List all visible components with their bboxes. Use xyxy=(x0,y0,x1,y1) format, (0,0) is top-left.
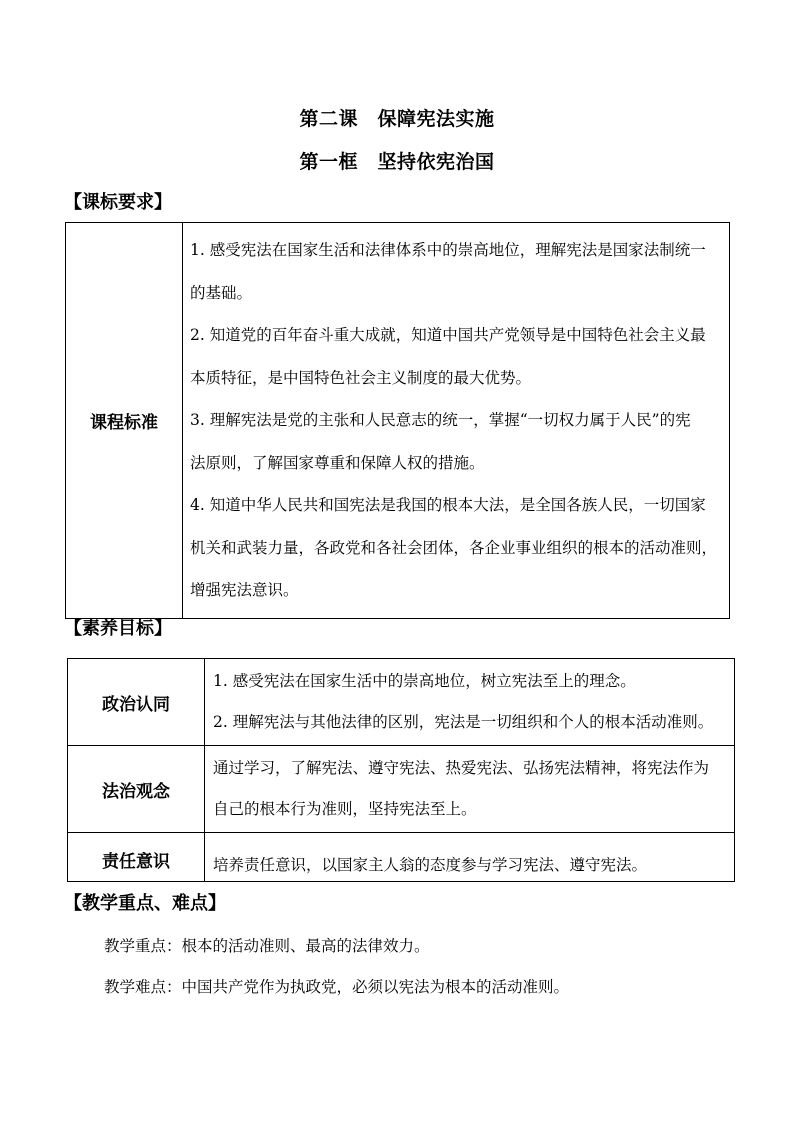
goal-line: 通过学习，了解宪法、遵守宪法、热爱宪法、弘扬宪法精神，将宪法作为 xyxy=(213,759,710,777)
curriculum-standards-content xyxy=(183,223,730,619)
goal-content xyxy=(205,659,735,746)
standard-line: 法原则，了解国家尊重和保障人权的措施。 xyxy=(190,453,485,472)
section-heading-curriculum: 【课标要求】 xyxy=(64,192,172,213)
standard-line: 3. 理解宪法是党的主张和人民意志的统一，掌握“一切权力属于人民”的宪 xyxy=(190,411,691,429)
literacy-goals-table xyxy=(67,658,735,882)
standard-line: 2. 知道党的百年奋斗重大成就，知道中国共产党领导是中国特色社会主义最 xyxy=(190,326,706,344)
standard-line: 机关和武装力量，各政党和各社会团体，各企业事业组织的根本的活动准则， xyxy=(190,538,718,557)
key-point-text: 教学重点：根本的活动准则、最高的法律效力。 xyxy=(104,937,430,955)
goal-label-political-identity: 政治认同 xyxy=(68,659,205,746)
section-heading-literacy-goals: 【素养目标】 xyxy=(64,618,172,639)
goal-content xyxy=(205,746,735,833)
frame-title: 第一框 坚持依宪治国 xyxy=(299,151,495,173)
difficult-point-text: 教学难点：中国共产党作为执政党，必须以宪法为根本的活动准则。 xyxy=(104,978,570,996)
table-row xyxy=(68,746,735,833)
standard-line: 的基础。 xyxy=(190,283,253,302)
curriculum-standards-label: 课程标准 xyxy=(66,223,183,619)
goal-line: 1. 感受宪法在国家生活中的崇高地位，树立宪法至上的理念。 xyxy=(213,672,636,690)
standard-line: 增强宪法意识。 xyxy=(190,581,299,599)
table-row xyxy=(68,659,735,746)
table-row xyxy=(68,833,735,882)
goal-label-rule-of-law: 法治观念 xyxy=(68,746,205,833)
goal-line: 自己的根本行为准则，坚持宪法至上。 xyxy=(213,800,477,818)
standard-line: 1. 感受宪法在国家生活和法律体系中的崇高地位，理解宪法是国家法制统一 xyxy=(190,241,706,259)
goal-label-responsibility: 责任意识 xyxy=(68,833,205,882)
standard-line: 4. 知道中华人民共和国宪法是我国的根本大法，是全国各族人民，一切国家 xyxy=(190,496,706,514)
standard-line: 本质特征，是中国特色社会主义制度的最大优势。 xyxy=(190,368,532,387)
goal-line: 培养责任意识，以国家主人翁的态度参与学习宪法、遵守宪法。 xyxy=(213,856,648,874)
goal-content xyxy=(205,833,735,882)
curriculum-standards-table xyxy=(65,222,730,619)
section-heading-key-points: 【教学重点、难点】 xyxy=(64,893,226,914)
goal-line: 2. 理解宪法与其他法律的区别，宪法是一切组织和个人的根本活动准则。 xyxy=(213,713,714,731)
lesson-title: 第二课 保障宪法实施 xyxy=(299,108,495,130)
